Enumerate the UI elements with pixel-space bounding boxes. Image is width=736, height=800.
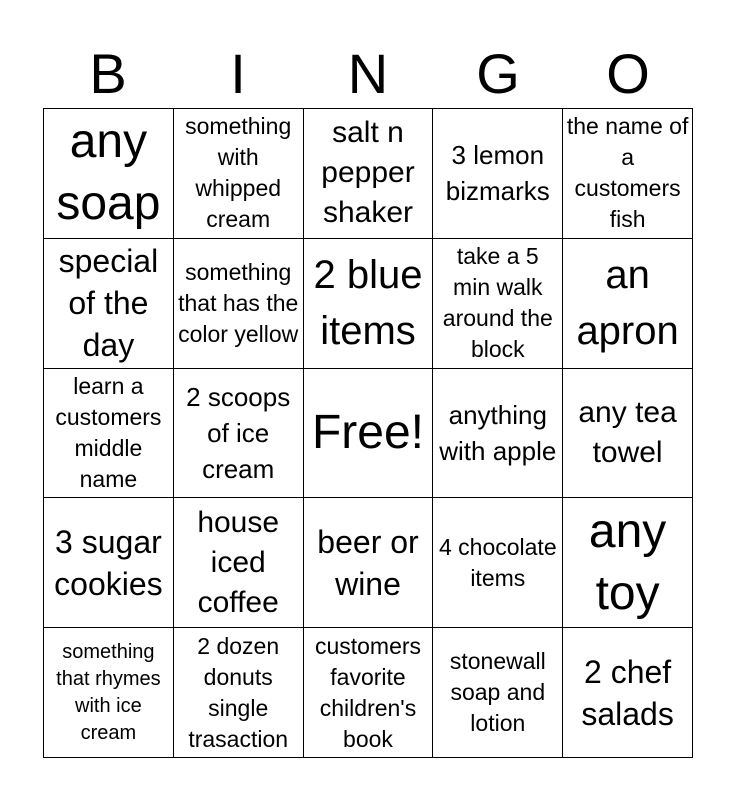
bingo-cell-free-space[interactable] xyxy=(304,369,434,499)
cell-label: something that has the color yellow xyxy=(178,258,299,347)
free-space-label: Free! xyxy=(311,405,424,459)
cell-label: 4 chocolate items xyxy=(438,533,557,591)
bingo-cell-r2-c4[interactable] xyxy=(433,239,563,369)
cell-label: take a 5 min walk around the block xyxy=(442,243,553,363)
bingo-cell-r3-c2[interactable] xyxy=(174,369,304,499)
bingo-cell-r1-c2[interactable] xyxy=(174,109,304,239)
cell-label: special of the day xyxy=(58,243,159,364)
cell-label: 3 lemon bizmarks xyxy=(445,140,550,207)
cell-label: 2 chef salads xyxy=(581,653,674,732)
header-letter-b: B xyxy=(89,42,127,105)
cell-label: 2 scoops of ice cream xyxy=(186,381,291,484)
bingo-cell-r4-c2[interactable] xyxy=(174,498,304,628)
cell-label: 3 sugar cookies xyxy=(54,523,163,602)
bingo-cell-r1-c5[interactable] xyxy=(563,109,693,239)
cell-label: house iced coffee xyxy=(197,505,280,619)
header-letter-o: O xyxy=(606,42,650,105)
bingo-cell-r5-c2[interactable] xyxy=(174,628,304,758)
bingo-cell-r5-c4[interactable] xyxy=(433,628,563,758)
cell-label: 2 dozen donuts single trasaction xyxy=(188,632,289,752)
bingo-cell-r3-c1[interactable] xyxy=(44,369,174,499)
bingo-cell-r3-c4[interactable] xyxy=(433,369,563,499)
header-letter-n: N xyxy=(347,42,389,105)
cell-label: any soap xyxy=(56,115,161,231)
header-letter-i: I xyxy=(230,42,246,105)
bingo-cell-r2-c3[interactable] xyxy=(304,239,434,369)
bingo-cell-r3-c5[interactable] xyxy=(563,369,693,499)
cell-label: beer or wine xyxy=(317,523,419,602)
cell-label: something with whipped cream xyxy=(185,113,292,233)
bingo-cell-r2-c2[interactable] xyxy=(174,239,304,369)
cell-label: the name of a customers fish xyxy=(566,113,689,233)
cell-label: salt n pepper shaker xyxy=(321,116,415,230)
cell-label: stonewall soap and lotion xyxy=(449,648,546,737)
cell-label: any tea towel xyxy=(578,395,677,469)
bingo-cell-r5-c1[interactable] xyxy=(44,628,174,758)
cell-label: any toy xyxy=(588,504,667,620)
bingo-board xyxy=(43,108,693,758)
bingo-cell-r1-c1[interactable] xyxy=(44,109,174,239)
cell-label: 2 blue items xyxy=(313,253,423,354)
cell-label: learn a customers middle name xyxy=(55,372,162,492)
bingo-cell-r4-c3[interactable] xyxy=(304,498,434,628)
cell-label: an apron xyxy=(576,253,679,354)
bingo-cell-r4-c1[interactable] xyxy=(44,498,174,628)
bingo-cell-r5-c5[interactable] xyxy=(563,628,693,758)
bingo-cell-r1-c3[interactable] xyxy=(304,109,434,239)
bingo-header xyxy=(43,40,693,108)
bingo-cell-r2-c1[interactable] xyxy=(44,239,174,369)
bingo-cell-r4-c5[interactable] xyxy=(563,498,693,628)
bingo-cell-r5-c3[interactable] xyxy=(304,628,434,758)
bingo-cell-r1-c4[interactable] xyxy=(433,109,563,239)
bingo-cell-r4-c4[interactable] xyxy=(433,498,563,628)
cell-label: customers favorite children's book xyxy=(314,632,422,752)
header-letter-g: G xyxy=(476,42,520,105)
cell-label: anything with apple xyxy=(439,399,557,466)
cell-label: something that rhymes with ice cream xyxy=(56,640,161,744)
bingo-cell-r2-c5[interactable] xyxy=(563,239,693,369)
